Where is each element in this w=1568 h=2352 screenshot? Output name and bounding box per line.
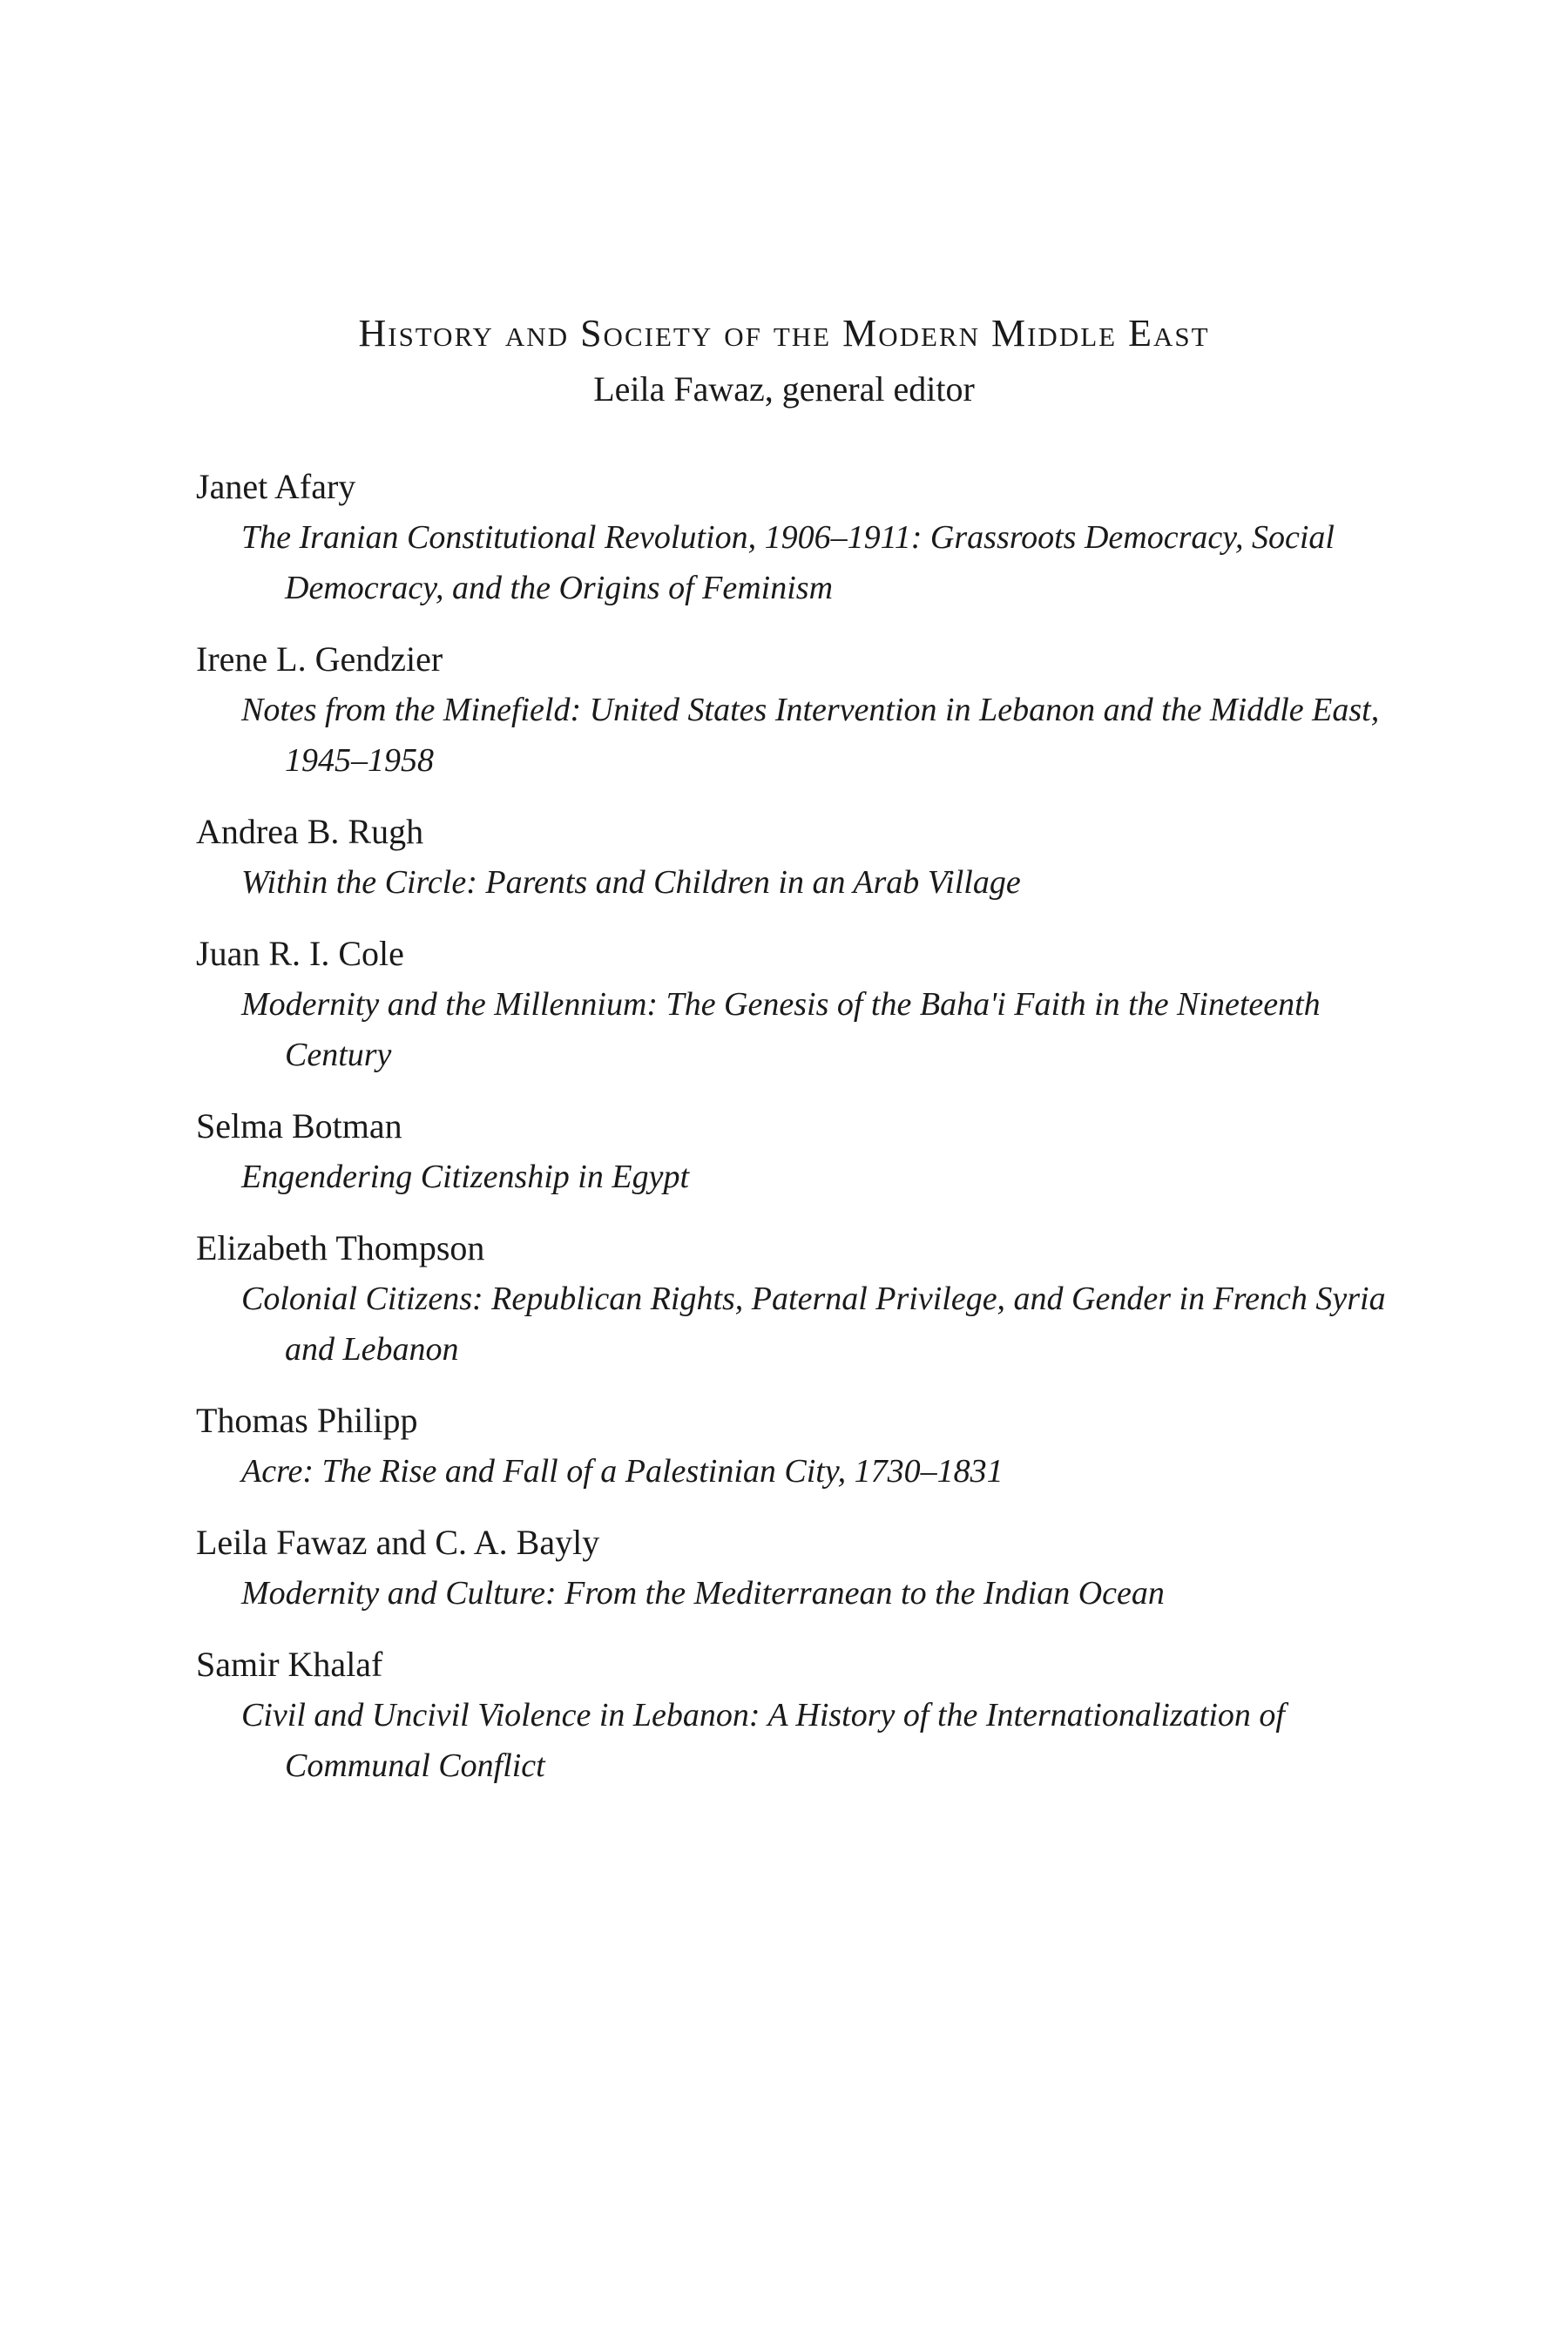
book-entry bbox=[196, 1517, 1416, 1619]
book-entry bbox=[196, 1396, 1416, 1497]
book-author: Irene L. Gendzier bbox=[196, 639, 443, 679]
book-author: Thomas Philipp bbox=[196, 1401, 418, 1440]
book-entry bbox=[196, 807, 1416, 908]
book-title: Colonial Citizens: Republican Rights, Paternal Privilege, and Gender in French Syria and Lebanon bbox=[241, 1281, 1386, 1368]
series-editor: Leila Fawaz, general editor bbox=[593, 369, 975, 409]
series-header bbox=[0, 309, 1568, 414]
book-author: Selma Botman bbox=[196, 1106, 402, 1146]
book-title: Engendering Citizenship in Egypt bbox=[241, 1159, 690, 1195]
book-entry bbox=[196, 634, 1416, 786]
book-title: Within the Circle: Parents and Children in an Arab Village bbox=[241, 864, 1021, 901]
book-entry bbox=[196, 1223, 1416, 1375]
series-book-list bbox=[196, 462, 1416, 1812]
book-author: Janet Afary bbox=[196, 467, 356, 506]
book-title: Modernity and Culture: From the Mediterranean to the Indian Ocean bbox=[241, 1575, 1165, 1612]
book-title: Acre: The Rise and Fall of a Palestinian City, 1730–1831 bbox=[241, 1453, 1004, 1490]
book-author: Elizabeth Thompson bbox=[196, 1228, 485, 1267]
book-title: Notes from the Minefield: United States Intervention in Lebanon and the Middle East, 1945–1958 bbox=[241, 692, 1380, 779]
series-title: History and Society of the Modern Middle East bbox=[358, 312, 1210, 355]
book-author: Leila Fawaz and C. A. Bayly bbox=[196, 1523, 600, 1562]
book-title: The Iranian Constitutional Revolution, 1906–1911: Grassroots Democracy, Social Democracy, and the Origins of Feminism bbox=[241, 519, 1335, 606]
book-title: Civil and Uncivil Violence in Lebanon: A History of the Internationalization of Communal Conflict bbox=[241, 1697, 1285, 1784]
book-author: Samir Khalaf bbox=[196, 1645, 383, 1684]
book-entry bbox=[196, 929, 1416, 1080]
book-entry bbox=[196, 1101, 1416, 1202]
book-entry bbox=[196, 1639, 1416, 1791]
book-entry bbox=[196, 462, 1416, 613]
book-author: Andrea B. Rugh bbox=[196, 812, 424, 851]
book-title: Modernity and the Millennium: The Genesis of the Baha'i Faith in the Nineteenth Century bbox=[241, 986, 1321, 1073]
book-author: Juan R. I. Cole bbox=[196, 934, 404, 973]
